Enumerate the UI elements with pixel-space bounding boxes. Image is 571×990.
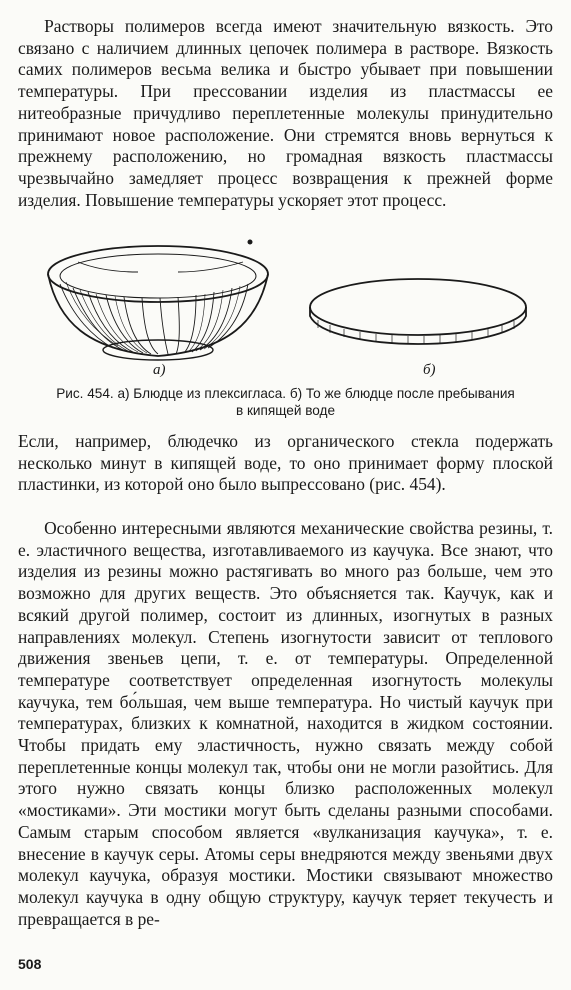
figure-caption bbox=[18, 385, 553, 419]
flattened-plate-drawing bbox=[310, 279, 526, 344]
plexiglass-saucer-drawing bbox=[48, 240, 268, 361]
paragraph-text: Растворы полимеров всегда имеют значительную вязкость. Это связано с наличием длинных цепочек полимера в растворе. Вязкость самих полимеров весьма велика и быстро убывает при повышении температуры. При прессовании изделия из пластмассы ее нитеобразные причудливо переплетенные молекулы принудительно принимают новое расположение. Они стремятся вновь вернуться к прежнему расположению, но громадная вязкость пластмассы чрезвычайно замедляет процесс возвращения к прежней форме изделия. Повышение температуры ускоряет этот процесс. bbox=[18, 16, 553, 210]
paragraph-rubber-properties bbox=[18, 518, 553, 930]
figure-label-a: а) bbox=[153, 362, 166, 378]
figure-454 bbox=[18, 232, 553, 382]
saucer-illustration bbox=[18, 232, 553, 382]
page-number: 508 bbox=[18, 956, 42, 972]
paragraph-polymer-viscosity bbox=[18, 16, 553, 211]
paragraph-saucer-example bbox=[18, 431, 553, 496]
caption-line-1: Рис. 454. а) Блюдце из плексигласа. б) То же блюдце после пребывания bbox=[56, 386, 515, 401]
figure-label-b: б) bbox=[423, 362, 436, 378]
paragraph-text: Особенно интересными являются механические свойства резины, т. е. эластичного вещества, изготавливаемого из каучука. Все знают, что изделия из резины можно растягивать во много раз больше, чем это возможно для других веществ. Это объясняется так. Каучук, как и всякий другой полимер, состоит из длинных, изогнутых в разных направлениях молекул. Степень изогнутости зависит от теплового движения звеньев цепи, т. е. от температуры. Определенной температуре соответствует определенная изогнутость молекулы каучука, тем бо́льшая, чем выше температура. Но чистый каучук при температурах, близких к комнатной, находится в жидком состоянии. Чтобы придать ему эластичность, нужно связать между собой переплетенные концы молекул так, чтобы они не могли разойтись. Для этого нужно связать концы близко расположенных молекул «мостиками». Эти мостики могут быть сделаны разными способами. Самым старым способом является «вулканизация каучука», т. е. внесение в каучук серы. Атомы серы внедряются между звеньями двух молекул каучука, образуя мостики. Мостики связывают множество молекул каучука в одну общую структуру, каучук теряет текучесть и превращается в ре- bbox=[18, 518, 553, 929]
paragraph-text: Если, например, блюдечко из органического стекла подержать несколько минут в кипящей воде, то оно принимает форму плоской пластинки, из которой оно было выпрессовано (рис. 454). bbox=[18, 431, 553, 495]
caption-line-2: в кипящей воде bbox=[235, 403, 336, 418]
